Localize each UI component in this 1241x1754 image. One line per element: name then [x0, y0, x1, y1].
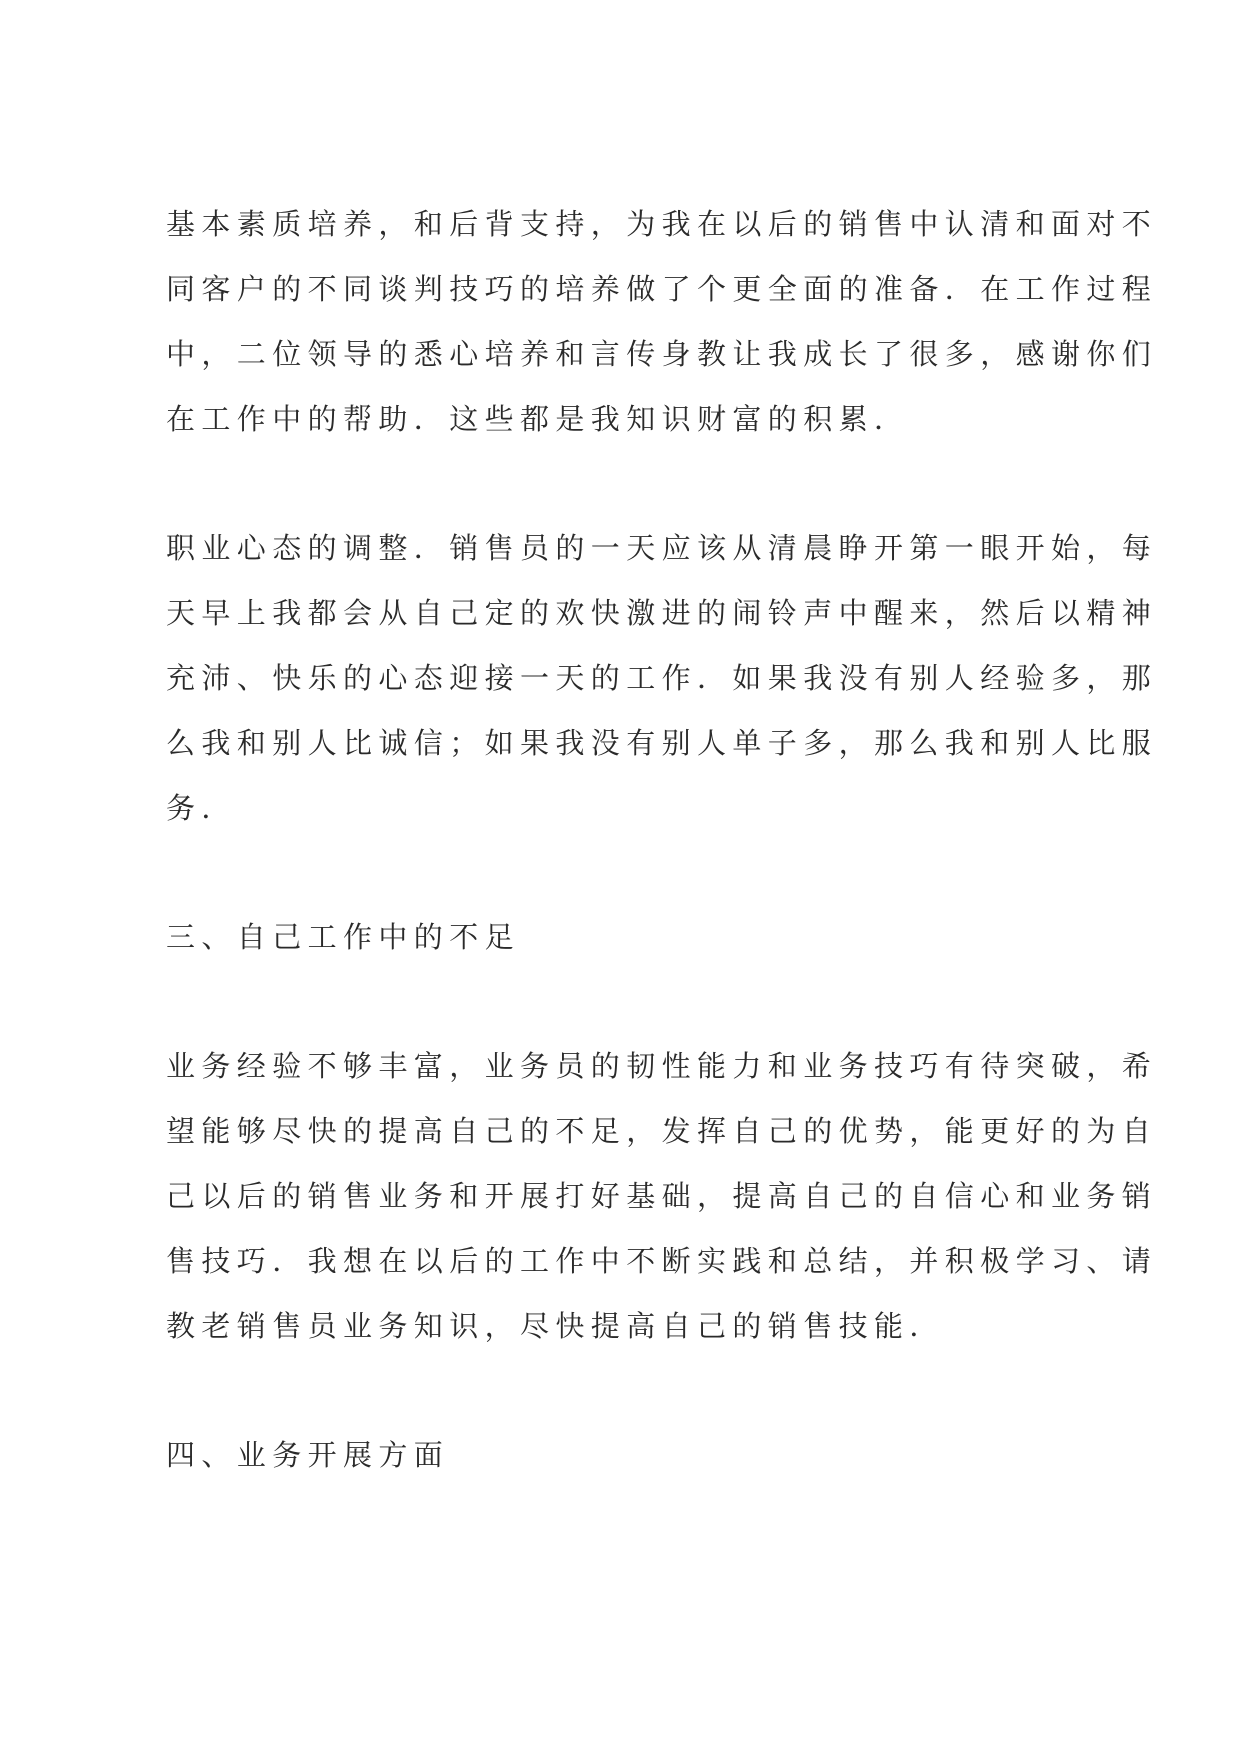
text-line: 在工作中的帮助．这些都是我知识财富的积累． [166, 402, 910, 436]
section-heading-shortcomings [166, 905, 1086, 970]
text-line: 售技巧．我想在以后的工作中不断实践和总结，并积极学习、请 [166, 1244, 1158, 1278]
heading-text: 四、业务开展方面 [166, 1438, 450, 1472]
text-line: 基本素质培养，和后背支持，为我在以后的销售中认清和面对不 [166, 207, 1158, 241]
paragraph-shortcomings [166, 1034, 1158, 1359]
text-line: 中，二位领导的悉心培养和言传身教让我成长了很多，感谢你们 [166, 337, 1158, 371]
text-line: 天早上我都会从自己定的欢快激进的闹铃声中醒来，然后以精神 [166, 596, 1158, 630]
text-line: 么我和别人比诚信；如果我没有别人单子多，那么我和别人比服 [166, 726, 1158, 760]
text-line: 务． [166, 791, 237, 825]
paragraph-support [166, 192, 1158, 452]
text-line: 充沛、快乐的心态迎接一天的工作．如果我没有别人经验多，那 [166, 661, 1158, 695]
text-line: 教老销售员业务知识，尽快提高自己的销售技能． [166, 1309, 945, 1343]
text-line: 己以后的销售业务和开展打好基础，提高自己的自信心和业务销 [166, 1179, 1158, 1213]
section-heading-business [166, 1423, 1086, 1488]
text-line: 职业心态的调整．销售员的一天应该从清晨睁开第一眼开始，每 [166, 531, 1158, 565]
text-line: 业务经验不够丰富，业务员的韧性能力和业务技巧有待突破，希 [166, 1049, 1158, 1083]
paragraph-mindset [166, 516, 1158, 841]
heading-text: 三、自己工作中的不足 [166, 920, 521, 954]
text-line: 望能够尽快的提高自己的不足，发挥自己的优势，能更好的为自 [166, 1114, 1158, 1148]
text-line: 同客户的不同谈判技巧的培养做了个更全面的准备．在工作过程 [166, 272, 1158, 306]
